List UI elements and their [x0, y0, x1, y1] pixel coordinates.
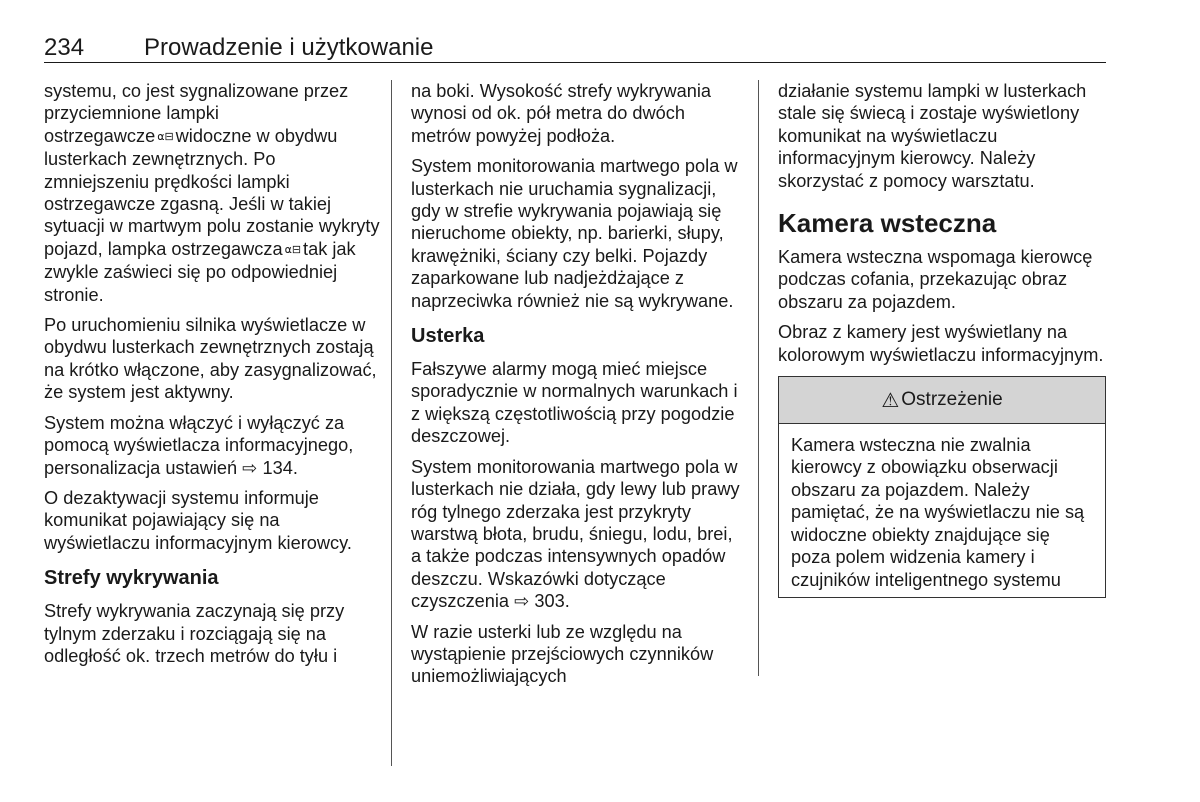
- paragraph: [411, 456, 747, 613]
- paragraph: [44, 80, 380, 306]
- paragraph: działanie systemu lampki w lusterkach stale się świecą i zostaje wyświetlony komunikat na wyświetlaczu informacyjnym kierowcy. Należy skorzystać z pomocy warsztatu.: [778, 81, 1087, 191]
- paragraph: O dezaktywacji systemu informuje komunikat pojawiający się na wyświetlaczu informacyjnym kierowcy.: [44, 487, 352, 553]
- warning-body: [779, 424, 1105, 597]
- page-title: Prowadzenie i użytkowanie: [144, 34, 434, 61]
- column-left: [44, 80, 380, 675]
- section-heading: Strefy wykrywania: [44, 567, 219, 590]
- warning-box: [778, 376, 1106, 598]
- text: systemu, co jest sygnalizowane przez przyciemnione lampki ostrzegawcze: [44, 81, 349, 146]
- paragraph: Kamera wsteczna wspomaga kierowcę podczas cofania, przekazując obraz obszaru za pojazdem.: [778, 247, 1093, 312]
- paragraph: W razie usterki lub ze względu na wystąpienie przejściowych czynników uniemożliwiających: [411, 621, 714, 687]
- column-right: [778, 80, 1106, 598]
- page-number: 234: [44, 34, 85, 61]
- page-reference-link[interactable]: 303.: [534, 591, 570, 612]
- text: tak jak zwykle zaświeci się po odpowiedniej stronie.: [44, 238, 356, 305]
- text: System można włączyć i wyłączyć za pomocą wyświetlacza informacyjnego, personalizacja ustawień: [44, 412, 354, 478]
- paragraph: Obraz z kamery jest wyświetlany na kolorowym wyświetlaczu informacyjnym.: [778, 322, 1104, 365]
- page-reference-link[interactable]: 134.: [262, 457, 298, 478]
- text: System monitorowania martwego pola w lusterkach nie działa, gdy lewy lub prawy róg tylnego zderzaka jest przykryty warstwą błota, brudu, śniegu, lodu, brei, a także podczas intensywnych opadów deszczu. Wskazówki dotyczące czyszczenia: [411, 456, 740, 612]
- paragraph: Fałszywe alarmy mogą mieć miejsce sporadycznie w normalnych warunkach i z większą częstotliwością przy pogodzie deszczowej.: [411, 359, 738, 447]
- warning-title: Ostrzeżenie: [901, 389, 1003, 411]
- paragraph: na boki. Wysokość strefy wykrywania wynosi od ok. pół metra do dwóch metrów powyżej podłoża.: [411, 81, 712, 146]
- section-heading: Usterka: [411, 325, 485, 348]
- column-divider: [758, 80, 759, 676]
- paragraph: Strefy wykrywania zaczynają się przy tylnym zderzaku i rozciągają się na odległość ok. trzech metrów do tyłu i: [44, 601, 345, 666]
- warning-text: Kamera wsteczna nie zwalnia kierowcy z obowiązku obserwacji obszaru za pojazdem. Należy pamiętać, że na wyświetlaczu nie są widoczne obiekty znajdujące się poza polem widzenia kamery i czujników inteligentnego systemu: [791, 435, 1085, 590]
- page-header: [44, 32, 1106, 63]
- text: widoczne w obydwu lusterkach zewnętrznych. Po zmniejszeniu prędkości lampki ostrzegawcze zgasną. Jeśli w takiej sytuacji w martwym polu zostanie wykryty pojazd, lampka ostrzegawcza: [44, 125, 380, 259]
- column-divider: [391, 80, 392, 766]
- paragraph: Po uruchomieniu silnika wyświetlacze w obydwu lusterkach zewnętrznych zostają na krótko włączone, aby zasygnalizować, że system jest aktywny.: [44, 315, 377, 403]
- blind-spot-warning-icon: ⍺⊟: [284, 243, 302, 256]
- warning-triangle-icon: ⚠: [881, 389, 900, 412]
- blind-spot-warning-icon: ⍺⊟: [157, 130, 174, 143]
- paragraph: System monitorowania martwego pola w lusterkach nie uruchamia sygnalizacji, gdy w strefie wykrywania pojawiają się nieruchome obiekty, np. barierki, słupy, krawężniki, ściany czy belki. Pojazdy zaparkowane lub nadjeżdżające z naprzeciwka również nie są wykrywane.: [411, 156, 738, 311]
- paragraph: [44, 412, 380, 479]
- column-middle: [411, 80, 747, 696]
- reference-arrow-icon: ⇨: [514, 591, 530, 612]
- warning-header: [779, 377, 1105, 424]
- chapter-heading: Kamera wsteczna: [778, 208, 997, 239]
- reference-arrow-icon: ⇨: [242, 457, 258, 478]
